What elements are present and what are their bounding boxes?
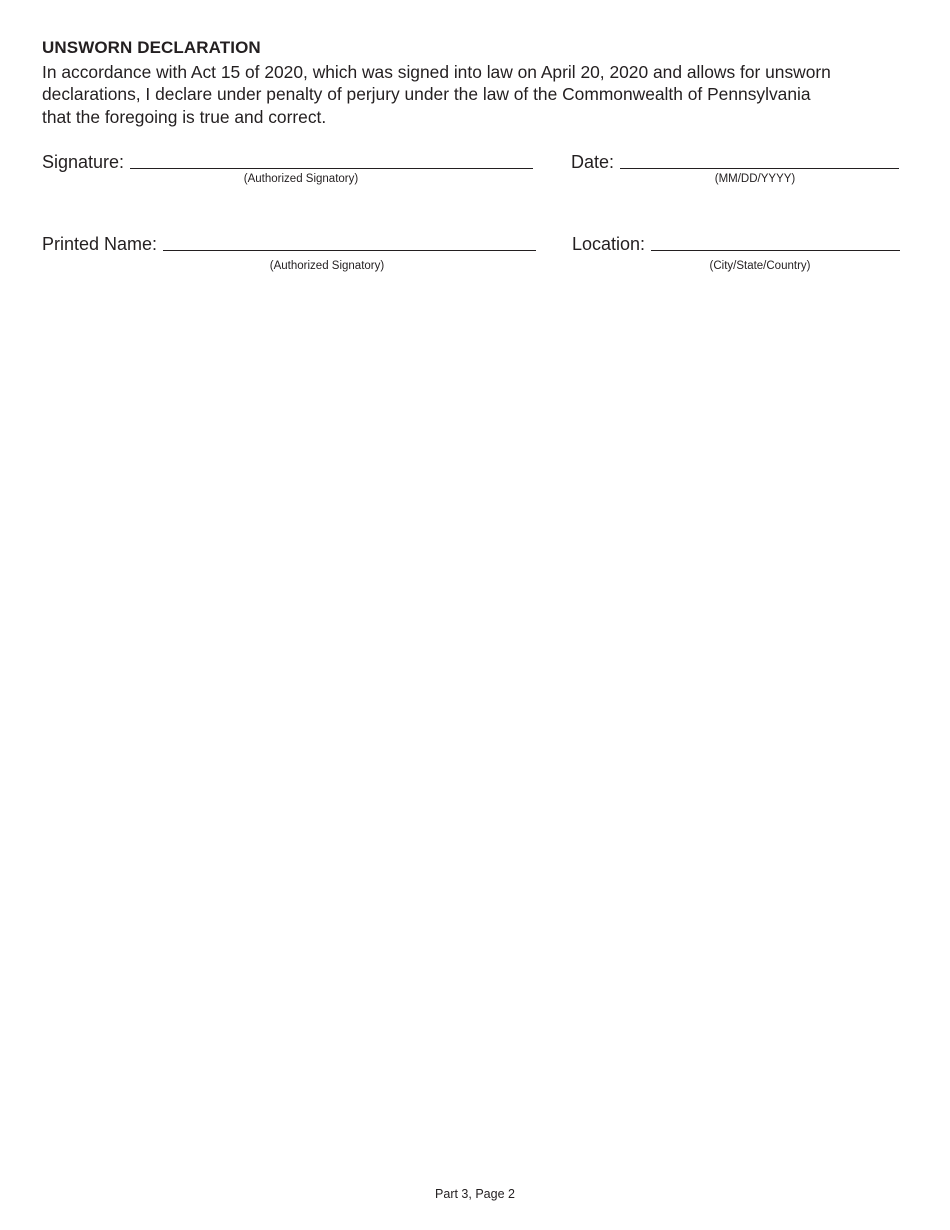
printed-name-line[interactable] <box>163 232 536 251</box>
declaration-line: declarations, I declare under penalty of perjury under the law of the Commonwealth of Pennsylvania <box>42 84 811 105</box>
location-field <box>572 231 900 255</box>
declaration-line: that the foregoing is true and correct. <box>42 106 327 127</box>
declaration-heading: UNSWORN DECLARATION <box>42 38 261 57</box>
printed-name-caption: (Authorized Signatory) <box>269 260 385 272</box>
date-caption: (MM/DD/YYYY) <box>714 173 796 185</box>
signature-field <box>42 149 533 173</box>
location-label: Location: <box>572 234 646 254</box>
printed-name-field <box>42 231 536 255</box>
signature-line[interactable] <box>130 150 533 169</box>
signature-caption: (Authorized Signatory) <box>243 173 359 185</box>
location-caption: (City/State/Country) <box>709 260 811 272</box>
signature-label: Signature: <box>42 152 125 172</box>
declaration-line: In accordance with Act 15 of 2020, which was signed into law on April 20, 2020 and allows for unsworn <box>42 62 831 82</box>
declaration-text <box>42 61 922 128</box>
date-field <box>571 149 899 173</box>
page-footer: Part 3, Page 2 <box>435 1187 515 1201</box>
date-line[interactable] <box>620 150 899 169</box>
printed-name-label: Printed Name: <box>42 234 158 254</box>
location-line[interactable] <box>651 232 900 251</box>
date-label: Date: <box>571 152 615 172</box>
